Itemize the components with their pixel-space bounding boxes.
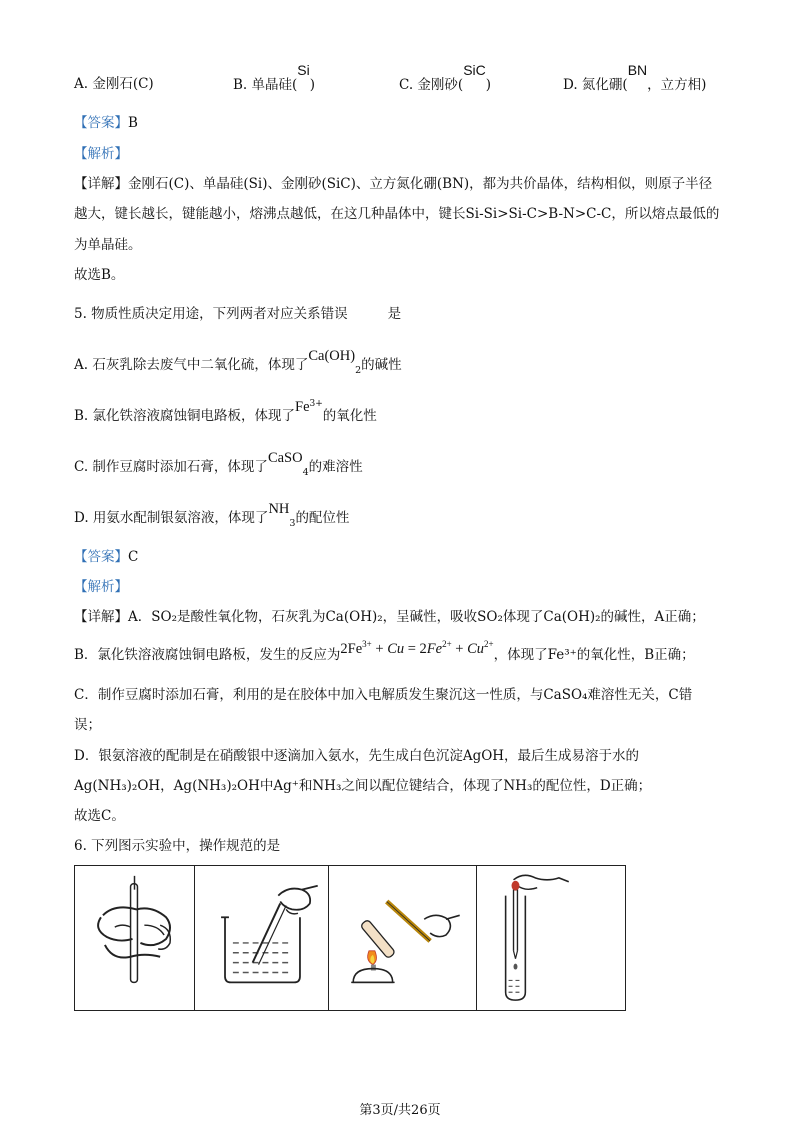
q5-detail-d-1: D．银氨溶液的配制是在硝酸银中逐滴加入氨水，先生成白色沉淀AgOH，最后生成易溶于水的 xyxy=(74,748,640,764)
answer-tag: 【答案】 xyxy=(74,115,128,131)
q5-detail-c-2: 误； xyxy=(74,717,101,733)
q5-detail-b: B．氯化铁溶液腐蚀铜电路板，发生的反应为$2Fe^{3+} + Cu = 2Fe^{2+} + Cu^{2+}$，体现了Fe³⁺的氧化性，B正确； xyxy=(74,639,695,663)
answer-value: B xyxy=(128,115,138,131)
q4-analysis-tag: 【解析】 xyxy=(74,146,128,162)
answer-value: C xyxy=(128,549,139,565)
q4-detail-line-2: 越大，键长越长，键能越小，熔沸点越低，在这几种晶体中，键长Si-Si>Si-C>B-N>C-C，所以熔点最低的 xyxy=(74,206,720,222)
q5-detail-d-2: Ag(NH₃)₂OH，Ag(NH₃)₂OH中Ag⁺和NH₃之间以配位键结合，体现了NH₃的配位性，D正确； xyxy=(74,778,652,794)
q5-answer xyxy=(74,547,138,567)
q6-figure-b xyxy=(195,866,329,1010)
q4-option-c: C. 金刚砂(SiC) xyxy=(399,62,492,93)
q4-detail-line-3: 为单晶硅。 xyxy=(74,237,142,253)
q4-option-d: D. 氮化硼(BN，立方相) xyxy=(563,62,707,93)
q5-detail-a: 【详解】A．SO₂是酸性氧化物，石灰乳为Ca(OH)₂，呈碱性，吸收SO₂体现了Ca(OH)₂的碱性，A正确； xyxy=(74,609,705,625)
answer-tag: 【答案】 xyxy=(74,549,128,565)
hand-holding-test-tube-illustration xyxy=(75,866,194,1010)
q6-figure-c xyxy=(329,866,477,1010)
q5-analysis-tag: 【解析】 xyxy=(74,579,128,595)
heating-test-tube-over-lamp-illustration xyxy=(329,866,476,1010)
q4-answer xyxy=(74,113,138,133)
q5-option-a: A. 石灰乳除去废气中二氧化硫，体现了$Ca(OH)_2$的碱性 xyxy=(74,348,402,376)
page-footer: 第3页/共26页 xyxy=(359,1103,441,1118)
q4-option-c-formula: SiC xyxy=(463,62,486,78)
q5-option-c: C. 制作豆腐时添加石膏，体现了CaSO$_4$的难溶性 xyxy=(74,450,363,478)
stirring-beaker-illustration xyxy=(195,866,328,1010)
q4-option-b-formula: Si xyxy=(297,62,310,78)
q5-conclusion: 故选C。 xyxy=(74,808,125,824)
q5-stem: 5. 物质性质决定用途，下列两者对应关系错误 是 xyxy=(74,306,402,322)
q4-option-a: A. 金刚石(C) xyxy=(74,76,154,92)
q5-detail-c-1: C．制作豆腐时添加石膏，利用的是在胶体中加入电解质发生聚沉这一性质，与CaSO₄难溶性无关，C错 xyxy=(74,687,693,703)
q6-figure-table xyxy=(74,865,626,1011)
q5-option-b: B. 氯化铁溶液腐蚀铜电路板，体现了$Fe^{3+}$的氧化性 xyxy=(74,399,377,424)
q4-conclusion: 故选B。 xyxy=(74,267,125,283)
reaction-equation: $2Fe^{3+} + Cu = 2Fe^{2+} + Cu^{2+}$ xyxy=(340,639,494,657)
q6-figure-a xyxy=(75,866,195,1010)
q4-option-b: B. 单晶硅(Si) xyxy=(233,62,316,93)
q5-option-d: D. 用氨水配制银氨溶液，体现了$NH_3$的配位性 xyxy=(74,501,350,529)
q6-figure-d xyxy=(477,866,624,1010)
q4-option-d-formula: BN xyxy=(627,62,648,78)
dropper-into-test-tube-illustration xyxy=(477,866,624,1010)
q4-detail-line-1: 【详解】金刚石(C)、单晶硅(Si)、金刚砂(SiC)、立方氮化硼(BN)，都为共价晶体，结构相似，则原子半径 xyxy=(74,176,713,192)
q6-stem: 6. 下列图示实验中，操作规范的是 xyxy=(74,838,281,854)
